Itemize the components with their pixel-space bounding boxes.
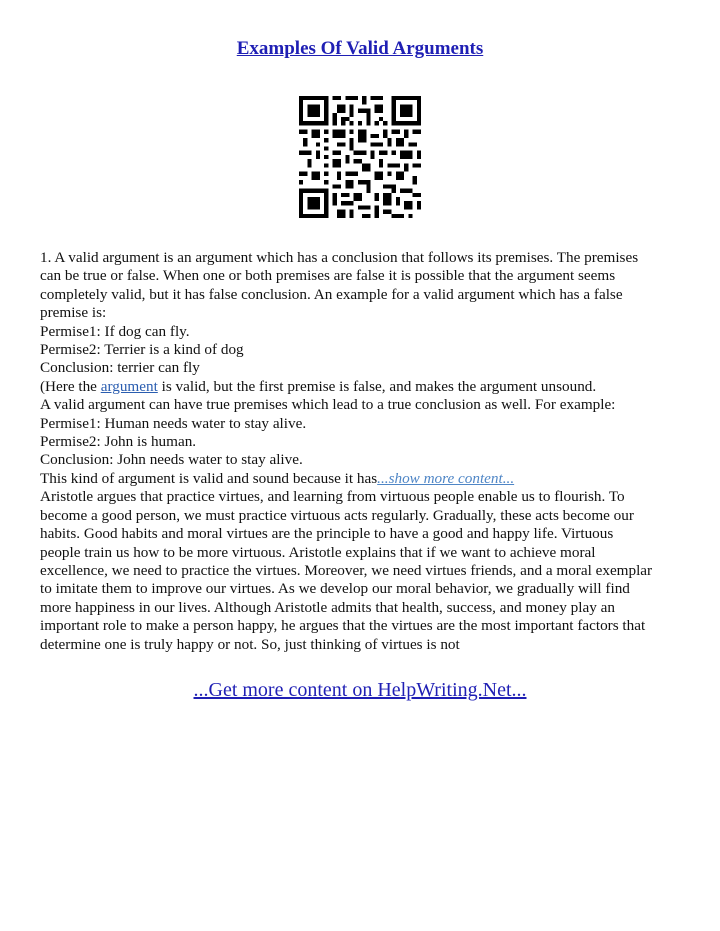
get-more-content-link[interactable]: ...Get more content on HelpWriting.Net... [193, 679, 527, 701]
paragraph-line: Permise1: Human needs water to stay alive. [40, 414, 307, 432]
article-body [40, 249, 686, 654]
paragraph-line: become a good person, we must practice virtuous acts regularly. Gradually, these acts become our [40, 506, 634, 524]
paragraph-line: more happiness in our lives. Although Aristotle admits that health, success, and money play an [40, 598, 615, 616]
paragraph-line: important role to make a person happy, he argues that the virtues are the most important factors that [40, 617, 646, 635]
argument-line-suffix: is valid, but the first premise is false, and makes the argument unsound. [157, 377, 597, 395]
paragraph-line: Permise2: John is human. [40, 433, 197, 451]
show-more-link[interactable]: ...show more content... [377, 469, 515, 487]
paragraph-line: can be true or false. When one or both premises are false it is possible that the argument seems [40, 267, 616, 285]
paragraph-line: Aristotle argues that practice virtues, and learning from virtuous people enable us to flourish. To [40, 488, 625, 506]
argument-link[interactable]: argument [100, 377, 158, 395]
paragraph-line: Conclusion: terrier can fly [40, 359, 200, 377]
show-more-line [40, 470, 686, 488]
paragraph-line: excellence, we need to practice the virtues. Moreover, we need virtues friends, and a moral exemplar [40, 561, 653, 579]
paragraph-line: Permise2: Terrier is a kind of dog [40, 341, 244, 359]
argument-line-prefix: (Here the [40, 377, 101, 395]
paragraph-line: people train us how to be more virtuous. Aristotle explains that if we want to achieve moral [40, 543, 596, 561]
paragraph-line: A valid argument can have true premises which lead to a true conclusion as well. For example: [40, 396, 616, 414]
paragraph-line: 1. A valid argument is an argument which has a conclusion that follows its premises. The premises [40, 249, 639, 266]
argument-line [40, 378, 686, 396]
paragraph-line: determine one is truly happy or not. So, just thinking of virtues is not [40, 635, 460, 653]
paragraph-line: Permise1: If dog can fly. [40, 322, 190, 340]
paragraph-line: habits. Good habits and moral virtues are the principle to have a good and happy life. Virtuous [40, 525, 614, 543]
qr-code-icon [299, 96, 421, 218]
paragraph-line: completely valid, but it has false conclusion. An example for a valid argument which has a false [40, 285, 623, 303]
paragraph-line: premise is: [40, 304, 107, 322]
page-title[interactable]: Examples Of Valid Arguments [236, 38, 484, 59]
paragraph-line: to imitate them to improve our virtues. As we develop our moral behavior, we gradually will find [40, 580, 630, 598]
paragraph-line: Conclusion: John needs water to stay alive. [40, 451, 303, 469]
show-more-line-prefix: This kind of argument is valid and sound because it has [40, 469, 378, 487]
qr-code-graphic [299, 96, 421, 218]
